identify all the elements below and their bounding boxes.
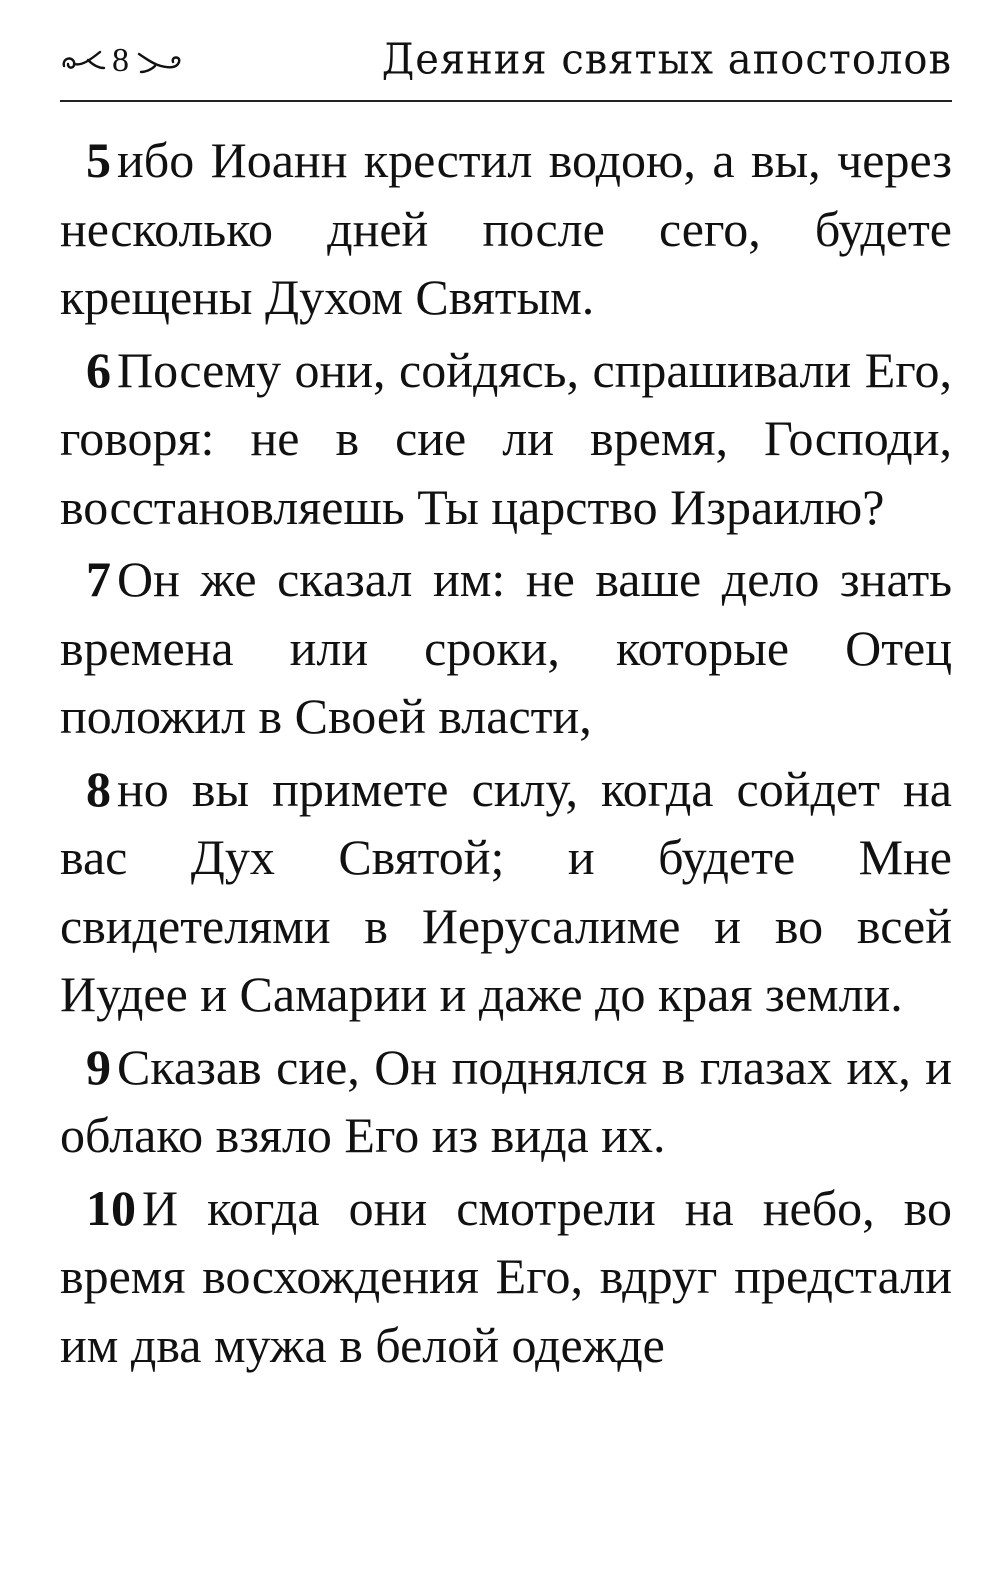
verse-text: Посему они, сойдясь, спрашивали Его, говоря: не в сие ли время, Господи, восстановляешь Ты царство Израилю? [60, 341, 952, 535]
verse [60, 1033, 952, 1170]
page-header [60, 34, 952, 102]
verse-text: но вы примете силу, когда сойдет на вас Дух Святой; и будете Мне свидетелями в Иерусалиме и во всей Иудее и Самарии и даже до края земли. [60, 760, 952, 1022]
flourish-right-icon [135, 46, 185, 76]
verse-number: 5 [86, 132, 111, 188]
page-number: 8 [112, 42, 129, 79]
page-number-ornament [60, 44, 185, 78]
verse [60, 1174, 952, 1380]
running-title: Деяния святых апостолов [381, 35, 952, 85]
verse-text: ибо Иоанн крестил водою, а вы, через несколько дней после сего, будете крещены Духом Святым. [60, 132, 952, 325]
verse [60, 126, 952, 332]
verse [60, 545, 952, 751]
verse [60, 755, 952, 1029]
verse-number: 8 [86, 760, 111, 817]
verse-number: 6 [86, 341, 111, 398]
verse-number: 7 [86, 551, 111, 607]
verse-number: 10 [86, 1179, 136, 1236]
verse-text: Он же сказал им: не ваше дело знать времена или сроки, которые Отец положил в Своей власти, [60, 551, 952, 744]
flourish-left-icon [60, 46, 106, 76]
verse-text: И когда они смотрели на небо, во время восхождения Его, вдруг предстали им два мужа в белой одежде [60, 1179, 952, 1373]
scripture-text [60, 126, 952, 1379]
verse-text: Сказав сие, Он поднялся в глазах их, и облако взяло Его из вида их. [60, 1038, 952, 1163]
verse [60, 336, 952, 542]
verse-number: 9 [86, 1038, 111, 1095]
